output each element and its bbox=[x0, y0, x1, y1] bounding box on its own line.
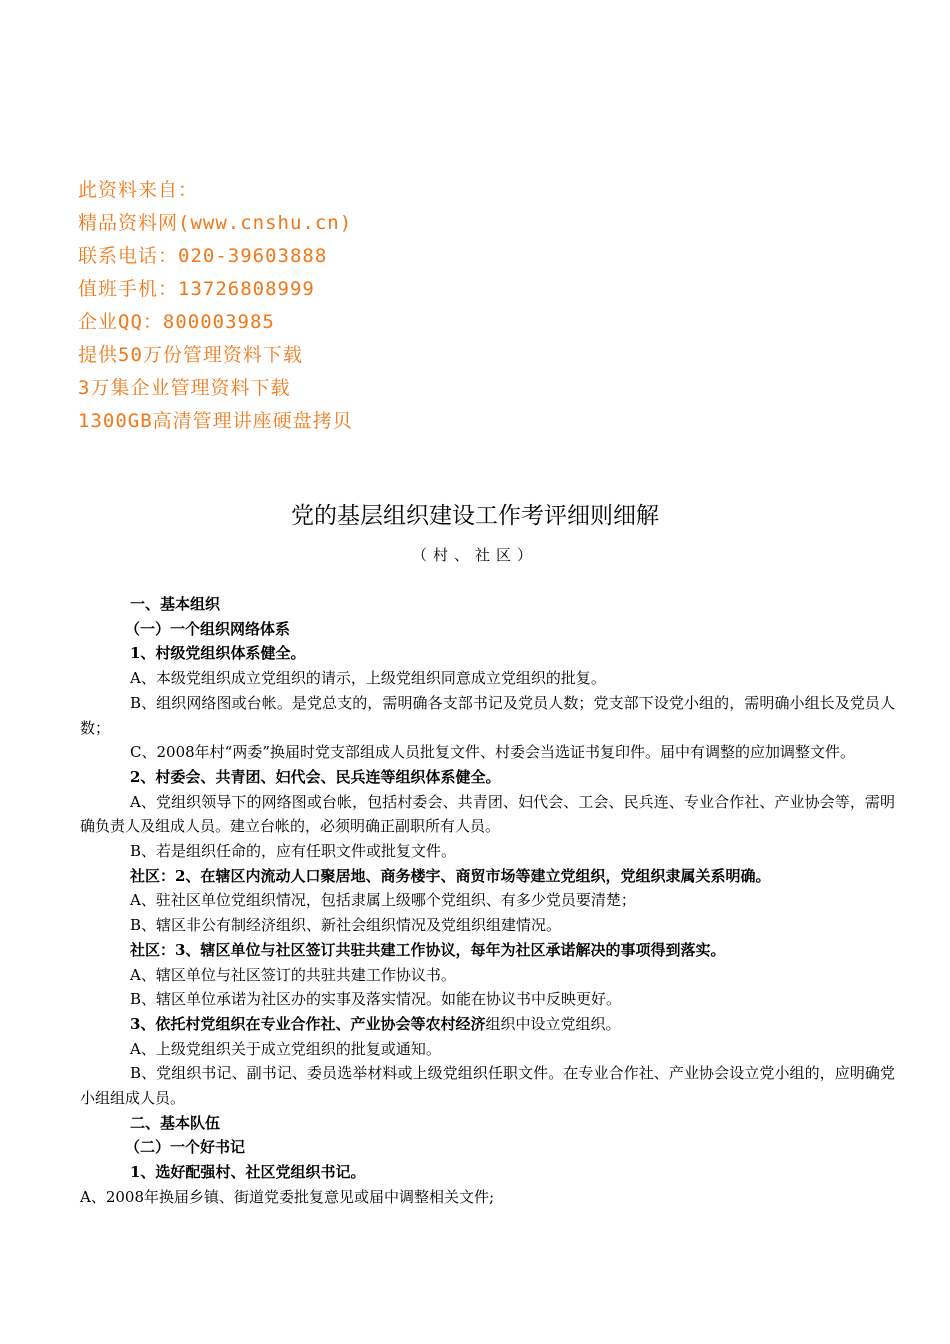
item-heading-3-bold: 3、依托村党组织在专业合作社、产业协会等农村经济 bbox=[130, 1014, 486, 1033]
community-item-2-a: A、驻社区单位党组织情况，包括隶属上级哪个党组织、有多少党员要清楚； bbox=[130, 891, 636, 910]
promo-line-source: 此资料来自： bbox=[78, 179, 199, 201]
community-item-2-b: B、辖区非公有制经济组织、新社会组织情况及党组织组建情况。 bbox=[130, 916, 562, 935]
promo-line-qq: 企业QQ：800003985 bbox=[78, 311, 275, 333]
community-item-2: 社区：2、在辖区内流动人口聚居地、商务楼宇、商贸市场等建立党组织，党组织隶属关系明确。 bbox=[130, 866, 771, 885]
community-item-3-a: A、辖区单位与社区签订的共驻共建工作协议书。 bbox=[130, 965, 456, 984]
item-1-c: C、2008年村“两委”换届时党支部组成人员批复文件、村委会当选证书复印件。届中有调整的应加调整文件。 bbox=[130, 743, 855, 762]
document-body bbox=[80, 592, 895, 1210]
promo-block bbox=[78, 174, 353, 438]
item-2-b: B、若是组织任命的，应有任职文件或批复文件。 bbox=[130, 842, 457, 861]
item-heading-1: 1、村级党组织体系健全。 bbox=[130, 644, 306, 663]
promo-line-website: 精品资料网(www.cnshu.cn) bbox=[78, 212, 353, 234]
document-subtitle: （村、社区） bbox=[411, 546, 538, 564]
item-1-b: B、组织网络图或台帐。是党总支的，需明确各支部书记及党员人数；党支部下设党小组的，需明确小组长及党员人数； bbox=[80, 693, 895, 737]
promo-line-offer-1: 提供50万份管理资料下载 bbox=[78, 344, 303, 366]
community-item-3-b: B、辖区单位承诺为社区办的实事及落实情况。如能在协议书中反映更好。 bbox=[130, 990, 622, 1009]
promo-line-offer-3: 1300GB高清管理讲座硬盘拷贝 bbox=[78, 410, 353, 432]
promo-line-offer-2: 3万集企业管理资料下载 bbox=[78, 377, 291, 399]
secretary-item-1: 1、选好配强村、社区党组织书记。 bbox=[130, 1163, 366, 1182]
item-heading-2: 2、村委会、共青团、妇代会、民兵连等组织体系健全。 bbox=[130, 767, 501, 786]
item-heading-3 bbox=[80, 1012, 895, 1037]
item-1-a: A、本级党组织成立党组织的请示，上级党组织同意成立党组织的批复。 bbox=[130, 669, 606, 688]
promo-line-mobile: 值班手机：13726808999 bbox=[78, 278, 315, 300]
item-3-a: A、上级党组织关于成立党组织的批复或通知。 bbox=[130, 1039, 441, 1058]
section-heading-2: 二、基本队伍 bbox=[130, 1113, 221, 1132]
promo-line-phone: 联系电话：020-39603888 bbox=[78, 245, 328, 267]
item-2-a: A、党组织领导下的网络图或台帐，包括村委会、共青团、妇代会、工会、民兵连、专业合作社、产业协会等，需明确负责人及组成人员。建立台帐的，必须明确正副职所有人员。 bbox=[80, 792, 895, 836]
item-3-b: B、党组织书记、副书记、委员选举材料或上级党组织任职文件。在专业合作社、产业协会设立党小组的，应明确党小组组成人员。 bbox=[80, 1064, 895, 1108]
subsection-heading-2: （二）一个好书记 bbox=[125, 1138, 246, 1157]
subsection-heading-1: （一）一个组织网络体系 bbox=[125, 619, 291, 638]
section-heading-1: 一、基本组织 bbox=[130, 595, 221, 613]
item-heading-3-rest: 组织中设立党组织。 bbox=[485, 1014, 621, 1033]
document-title: 党的基层组织建设工作考评细则细解 bbox=[291, 503, 659, 529]
community-item-3: 社区：3、辖区单位与社区签订共驻共建工作协议，每年为社区承诺解决的事项得到落实。 bbox=[130, 940, 726, 959]
secretary-item-1-a: A、2008年换届乡镇、街道党委批复意见或届中调整相关文件; bbox=[80, 1187, 495, 1206]
